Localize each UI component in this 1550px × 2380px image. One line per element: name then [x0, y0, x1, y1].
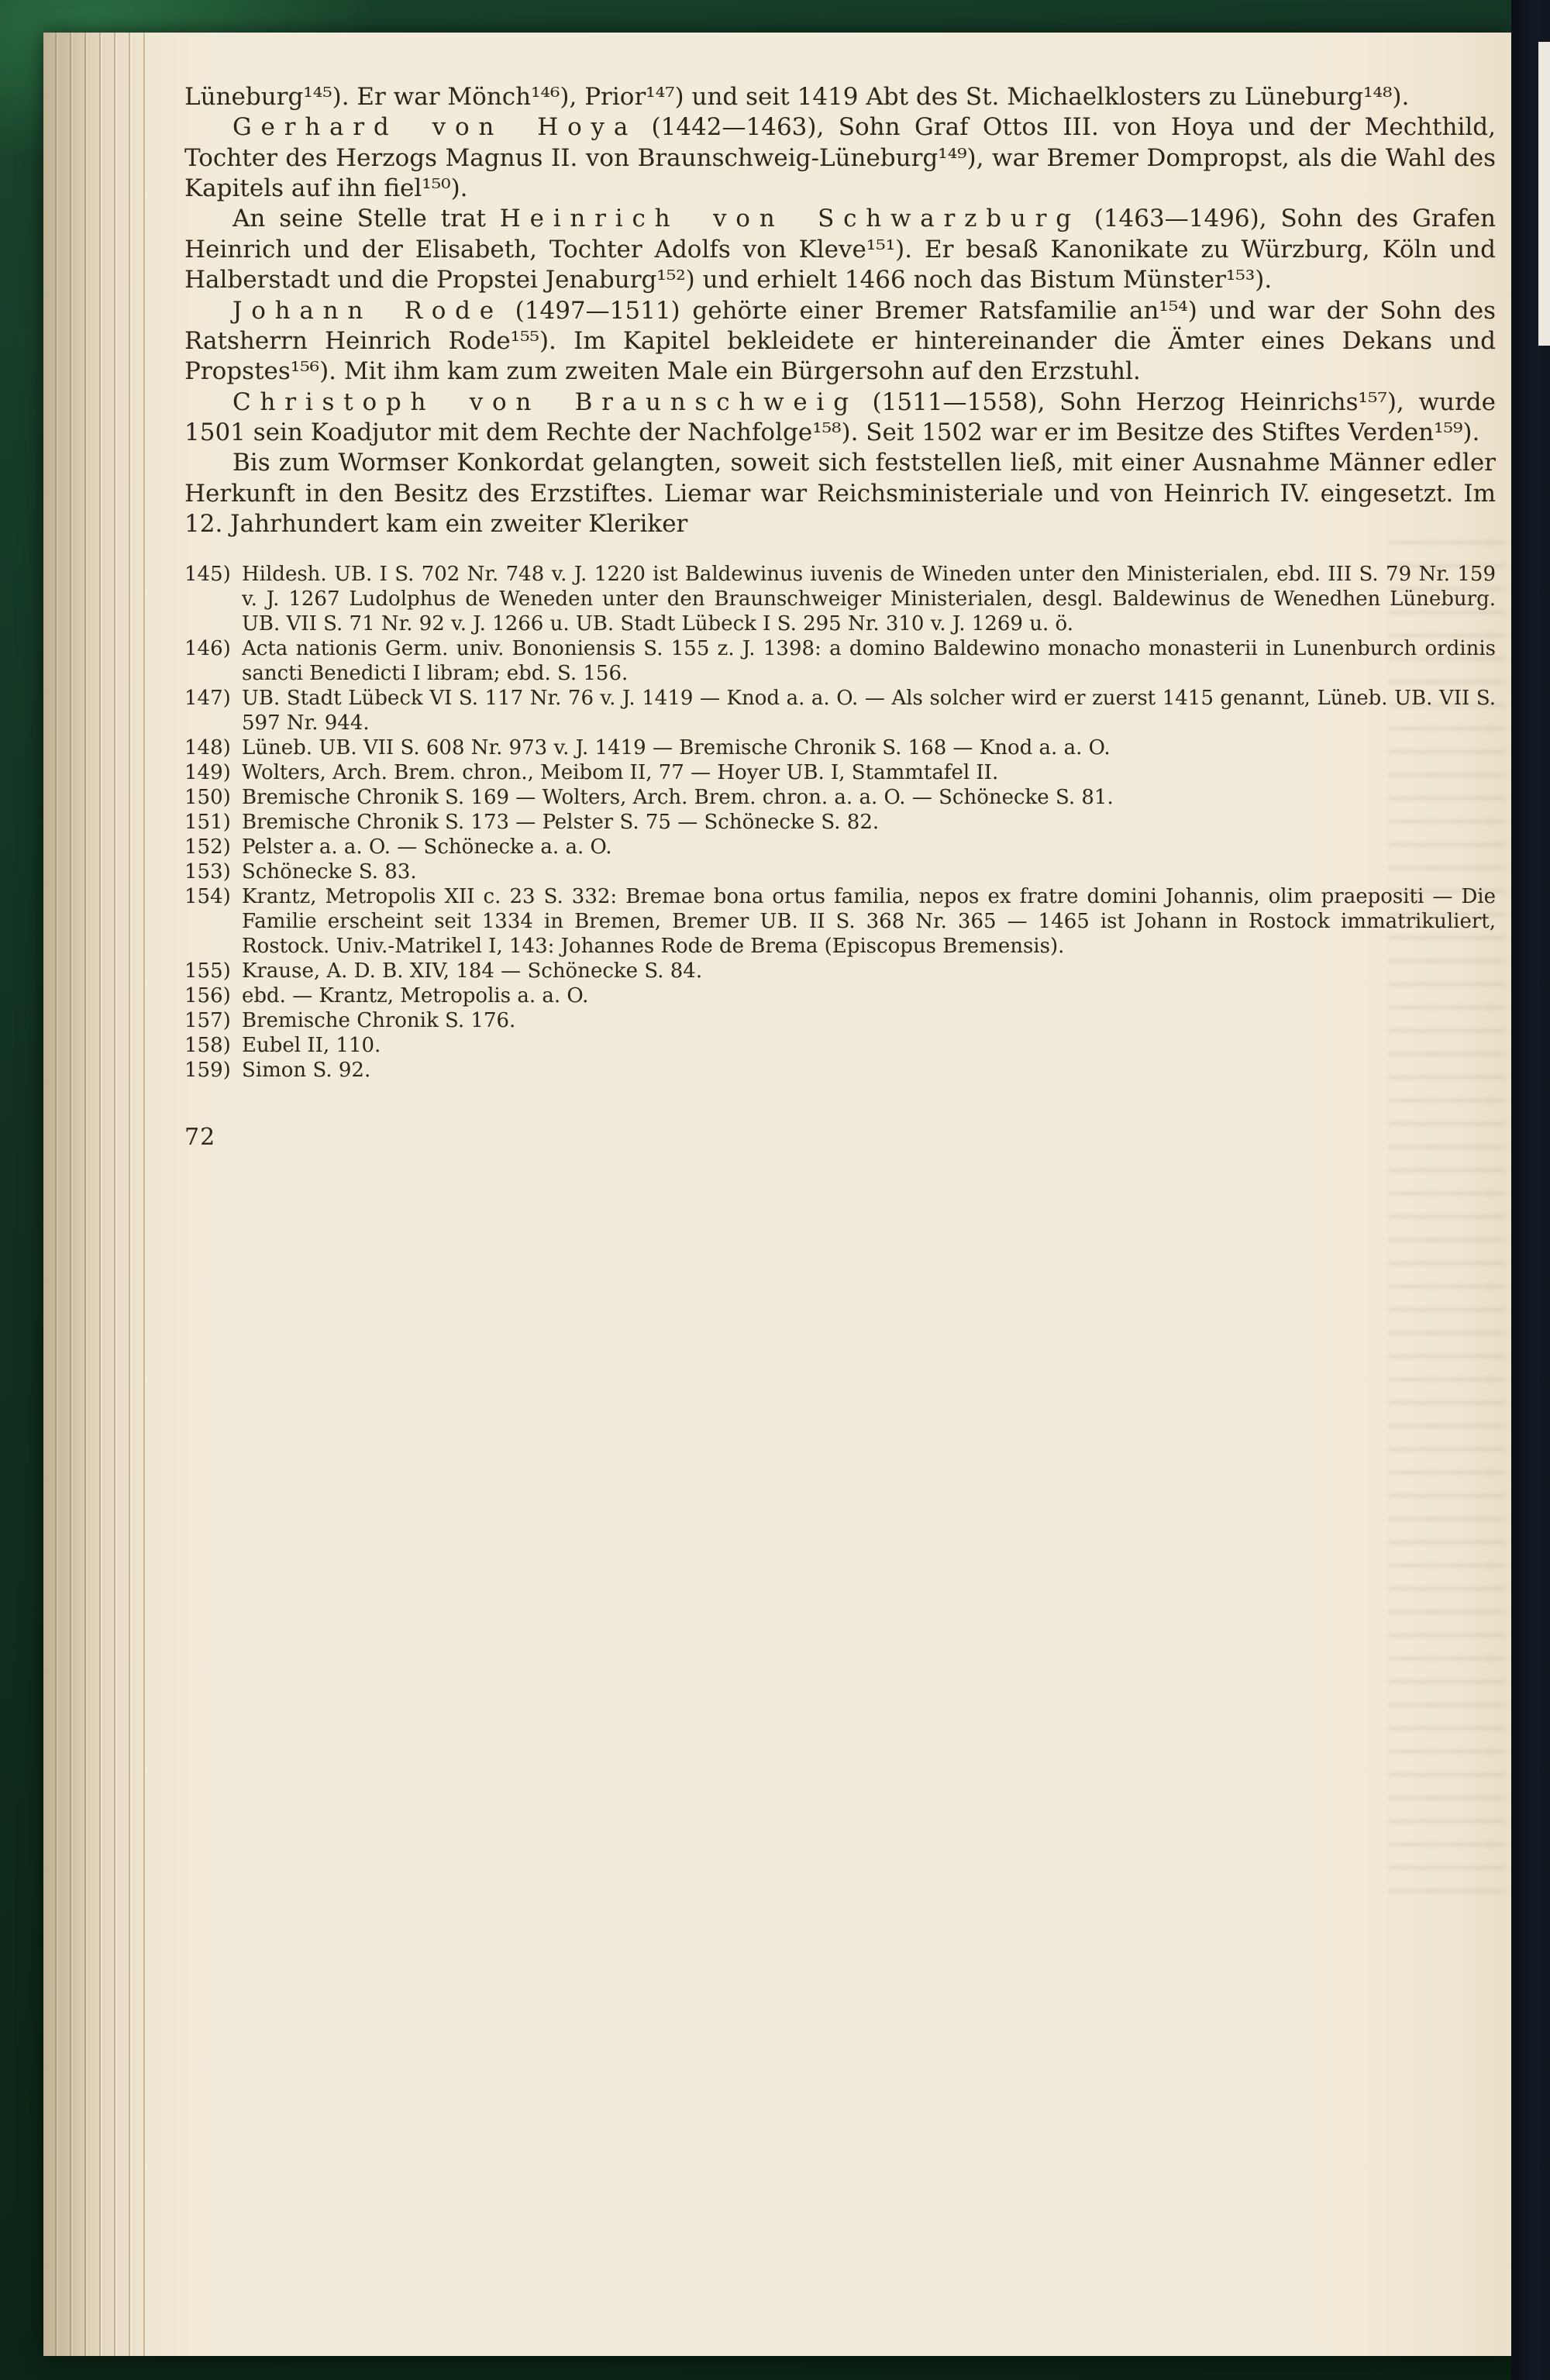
paragraph-heinrich-von-schwarzburg [184, 204, 1496, 295]
footnote-row [184, 959, 1496, 984]
paragraph-text: An seine Stelle trat [232, 205, 500, 233]
paragraph-continuation [184, 82, 1496, 112]
footnote-text: UB. Stadt Lübeck VI S. 117 Nr. 76 v. J. 1419 — Knod a. a. O. — Als solcher wird er zuerst 1415 genannt, Lüneb. UB. VII S. 597 Nr. 944. [242, 687, 1496, 735]
footnote-text: Bremische Chronik S. 176. [242, 1008, 516, 1032]
footnote-number: 147) [184, 687, 231, 711]
person-name-spaced: Gerhard von Hoya [232, 113, 638, 142]
footnote-row [184, 736, 1496, 761]
footnote-number: 156) [184, 983, 231, 1007]
footnote-text: Wolters, Arch. Brem. chron., Meibom II, 77 — Hoyer UB. I, Stammtafel II. [242, 761, 999, 785]
paragraph-text: Bis zum Wormser Konkordat gelangten, soweit sich feststellen ließ, mit einer Ausnahme Männer edler Herkunft in den Besitz des Erzstiftes. Liemar war Reichsministeriale und von Heinrich IV. eingesetzt. Im 12. Jahrhundert kam ein zweiter Kleriker [184, 449, 1496, 539]
footnote-number: 158) [184, 1033, 231, 1057]
footnote-text: Krantz, Metropolis XII c. 23 S. 332: Bremae bona ortus familia, nepos ex fratre domini Johannis, olim praepositi — Die Familie erscheint seit 1334 in Bremen, Bremer UB. II S. 368 Nr. 365 — 1465 ist Johann in Rostock immatrikuliert, Rostock. Univ.-Matrikel I, 143: Johannes Rode de Brema (Episcopus Bremensis). [242, 884, 1496, 958]
footnote-text: Krause, A. D. B. XIV, 184 — Schönecke S. 84. [242, 959, 703, 983]
footnote-row [184, 761, 1496, 786]
footnote-number: 148) [184, 736, 231, 760]
person-name-spaced: Johann Rode [232, 296, 503, 325]
footnote-number: 150) [184, 786, 231, 810]
paragraph-text: Lüneburg¹⁴⁵). Er war Mönch¹⁴⁶), Prior¹⁴⁷) und seit 1419 Abt des St. Michaelklosters zu Lüneburg¹⁴⁸). [184, 83, 1410, 111]
footnotes-section [184, 563, 1496, 1083]
footnote-number: 151) [184, 811, 231, 835]
footnote-row [184, 687, 1496, 736]
paragraph-gerhard-von-hoya [184, 112, 1496, 204]
footnote-text: Acta nationis Germ. univ. Bononiensis S. 155 z. J. 1398: a domino Baldewino monacho monasterii in Lunenburch ordinis sancti Benedicti I libram; ebd. S. 156. [242, 637, 1496, 686]
footnote-number: 155) [184, 959, 231, 983]
footnote-number: 149) [184, 761, 231, 785]
book-page [43, 33, 1511, 2356]
person-name-spaced: Heinrich von Schwarzburg [499, 205, 1080, 233]
paragraph-text: (1497—1511) gehörte einer Bremer Ratsfamilie an¹⁵⁴) und war der Sohn des Ratsherrn Heinrich Rode¹⁵⁵). Im Kapitel bekleidete er hintereinander die Ämter eines Dekans und Propstes¹⁵⁶). Mit ihm kam zum zweiten Male ein Bürgersohn auf den Erzstuhl. [184, 296, 1496, 386]
page-edge-sliver [1538, 42, 1550, 346]
footnote-number: 159) [184, 1058, 231, 1082]
type-area [184, 82, 1496, 1151]
adjacent-cover-edge [1511, 0, 1550, 2380]
footnote-number: 154) [184, 884, 231, 908]
footnote-text: Schönecke S. 83. [242, 860, 417, 884]
page-number: 72 [184, 1123, 216, 1151]
footnote-text: Pelster a. a. O. — Schönecke a. a. O. [242, 835, 612, 859]
paragraph-johann-rode [184, 296, 1496, 387]
footnote-text: ebd. — Krantz, Metropolis a. a. O. [242, 983, 589, 1007]
paragraph-text: (1511—1558), Sohn Herzog Heinrichs¹⁵⁷), wurde 1501 sein Koadjutor mit dem Rechte der Nachfolge¹⁵⁸). Seit 1502 war er im Besitze des Stiftes Verden¹⁵⁹). [184, 387, 1496, 446]
footnote-row [184, 1059, 1496, 1083]
footnote-text: Hildesh. UB. I S. 702 Nr. 748 v. J. 1220 ist Baldewinus iuvenis de Wineden unter den Ministerialen, ebd. III S. 79 Nr. 159 v. J. 1267 Ludolphus de Weneden unter den Braunschweiger Ministerialen, desgl. Baldewinus de Wenedhen Lüneburg. UB. VII S. 71 Nr. 92 v. J. 1266 u. UB. Stadt Lübeck I S. 295 Nr. 310 v. J. 1269 u. ö. [242, 563, 1496, 636]
footnote-number: 153) [184, 860, 231, 884]
footnote-row [184, 835, 1496, 860]
person-name-spaced: Christoph von Braunschweig [232, 387, 858, 416]
footnote-text: Simon S. 92. [242, 1058, 371, 1082]
footnote-row [184, 786, 1496, 811]
footnote-text: Bremische Chronik S. 173 — Pelster S. 75 — Schönecke S. 82. [242, 811, 880, 835]
footnote-row [184, 563, 1496, 637]
footnote-row [184, 1009, 1496, 1034]
page-stack-edge [43, 33, 147, 2356]
footnote-text: Bremische Chronik S. 169 — Wolters, Arch. Brem. chron. a. a. O. — Schönecke S. 81. [242, 786, 1114, 810]
footnote-row [184, 860, 1496, 885]
main-text [184, 82, 1496, 539]
footnote-number: 146) [184, 637, 231, 661]
footnote-row [184, 811, 1496, 835]
footnote-number: 152) [184, 835, 231, 859]
paragraph-christoph-von-braunschweig [184, 387, 1496, 449]
footnote-row [184, 885, 1496, 959]
paragraph-text: (1442—1463), Sohn Graf Ottos III. von Hoya und der Mechthild, Tochter des Herzogs Magnus II. von Braunschweig-Lüneburg¹⁴⁹), war Bremer Dompropst, als die Wahl des Kapitels auf ihn fiel¹⁵⁰). [184, 113, 1496, 203]
paragraph-wormser-konkordat [184, 448, 1496, 539]
paragraph-text: (1463—1496), Sohn des Grafen Heinrich und der Elisabeth, Tochter Adolfs von Kleve¹⁵¹). Er besaß Kanonikate zu Würzburg, Köln und Halberstadt und die Propstei Jenaburg¹⁵²) und erhielt 1466 noch das Bistum Münster¹⁵³). [184, 205, 1496, 294]
footnote-number: 157) [184, 1008, 231, 1032]
footnote-row [184, 984, 1496, 1009]
footnote-text: Eubel II, 110. [242, 1033, 381, 1057]
footnote-row [184, 1034, 1496, 1059]
footnote-row [184, 637, 1496, 687]
footnote-text: Lüneb. UB. VII S. 608 Nr. 973 v. J. 1419 — Bremische Chronik S. 168 — Knod a. a. O. [242, 736, 1111, 760]
footnote-number: 145) [184, 563, 231, 587]
